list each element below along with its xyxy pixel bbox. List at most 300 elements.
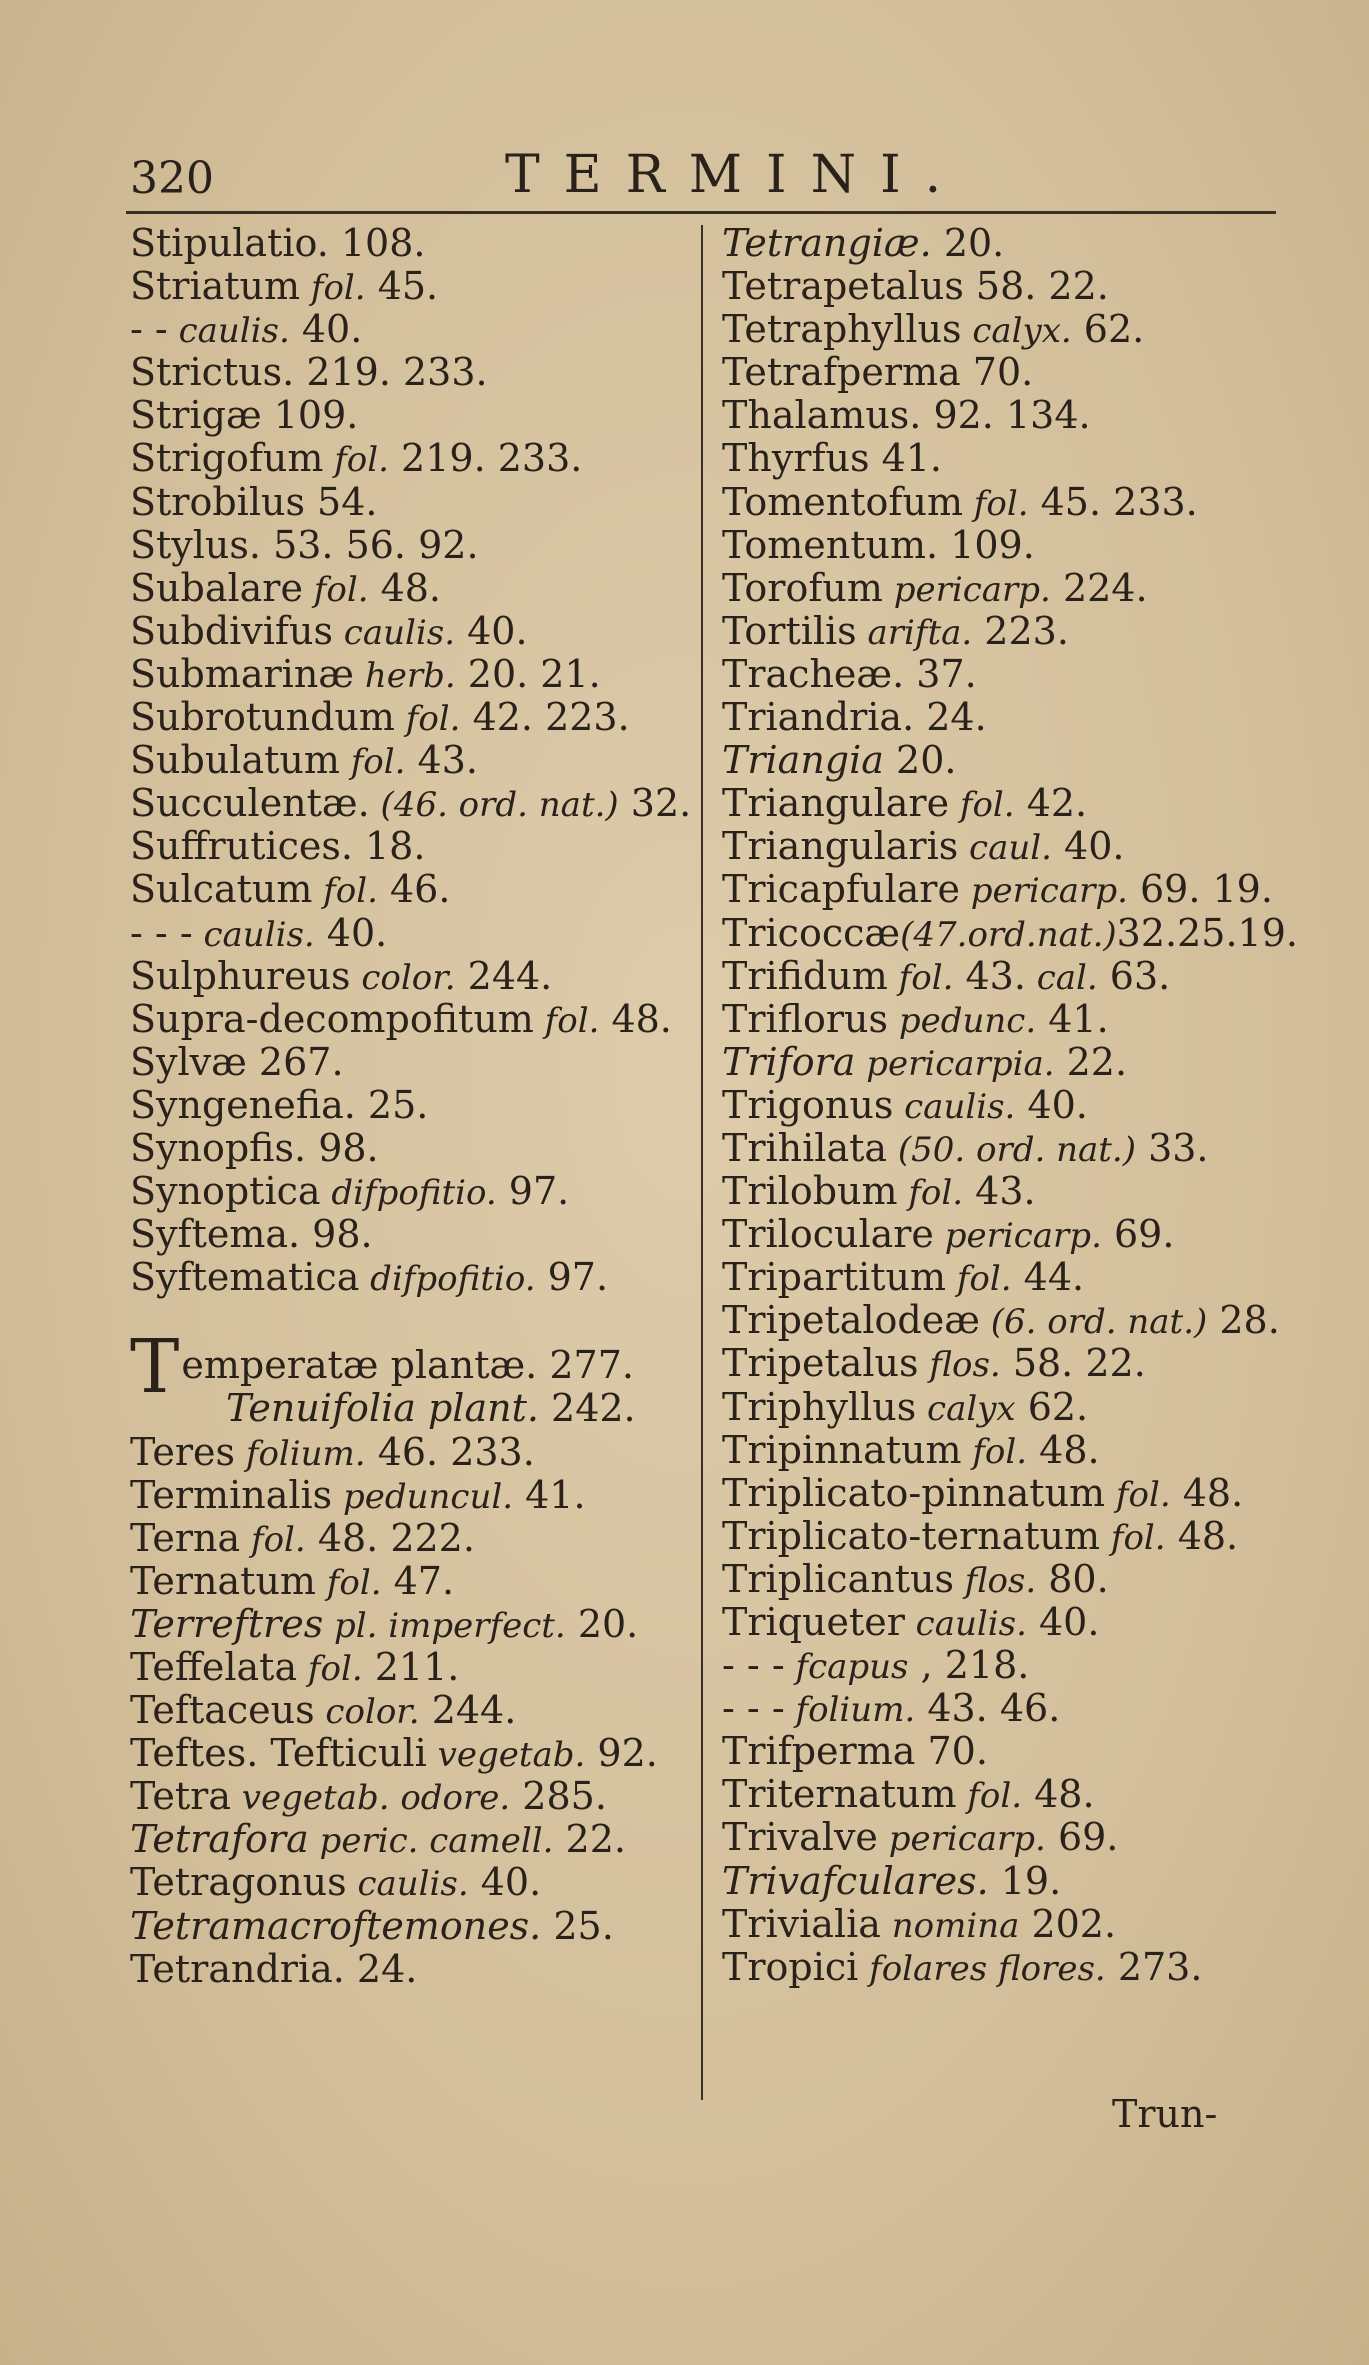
entry-term: Terminalis — [130, 1472, 333, 1517]
entry-refs: 219. 233. — [388, 436, 583, 481]
entry-term: Trihilata — [722, 1125, 888, 1170]
entry-refs: 69. — [1045, 1815, 1119, 1860]
entry-refs: 48. — [599, 996, 672, 1041]
entry-refs: 25. — [355, 1082, 429, 1127]
entry-refs: 219. 233. — [294, 350, 488, 395]
entry-refs: 40. — [314, 910, 388, 955]
entry-qualifier: folium. — [235, 1433, 366, 1474]
index-entry — [130, 1861, 695, 1904]
entry-refs: 22. — [553, 1817, 626, 1862]
entry-term: Sulcatum — [130, 867, 313, 912]
entry-qualifier: flos. — [918, 1345, 1001, 1386]
entry-refs: 92. — [585, 1731, 658, 1776]
index-entry — [130, 1560, 695, 1603]
entry-qualifier: fol. — [315, 1562, 382, 1603]
index-entry — [130, 1818, 695, 1861]
entry-qualifier: fol. — [946, 1259, 1012, 1300]
entry-term: Triflorus — [722, 996, 889, 1041]
index-entry — [130, 437, 695, 480]
entry-qualifier: peric. camell. — [308, 1821, 554, 1862]
entry-qualifier: arifta. — [856, 612, 973, 653]
entry-term: Triplicato-pinnatum — [722, 1470, 1106, 1515]
entry-refs: 273. — [1105, 1944, 1203, 1989]
entry-qualifier: (50. ord. nat.) — [887, 1129, 1136, 1170]
entry-refs: 48. — [1027, 1427, 1100, 1472]
entry-refs: 47. — [381, 1558, 455, 1603]
entry-refs: 24. — [344, 1946, 418, 1991]
entry-term: Tricoccæ — [722, 910, 901, 955]
entry-term: Tortilis — [722, 608, 857, 653]
entry-term: Triangulare — [722, 781, 950, 826]
entry-term: Triqueter — [722, 1600, 905, 1644]
entry-term: Stipulatio. — [130, 221, 329, 265]
index-entry — [130, 1474, 695, 1517]
entry-qualifier: fol. — [323, 440, 389, 481]
entry-term: Trivialia — [722, 1901, 881, 1946]
entry-refs: 242. — [538, 1386, 636, 1431]
entry-qualifier: herb. — [354, 655, 456, 696]
entry-qualifier: (46. ord. nat.) — [369, 785, 619, 826]
entry-term: Tomentum. — [722, 522, 939, 567]
index-entry — [722, 1730, 1322, 1773]
index-entry — [722, 524, 1322, 567]
entry-refs: 267. — [246, 1039, 344, 1084]
index-entry — [722, 1903, 1322, 1946]
entry-refs: 69. 19. — [1127, 867, 1273, 912]
entry-term: Synopfis. — [130, 1125, 307, 1170]
page-number: 320 — [130, 153, 214, 204]
entry-refs: 97. — [496, 1169, 570, 1214]
entry-term: Tripetalodeæ — [722, 1298, 980, 1343]
entry-refs: 32. — [618, 781, 692, 826]
index-entry — [130, 610, 695, 653]
entry-refs: 43. 46. — [915, 1686, 1061, 1731]
entry-qualifier: color. — [350, 957, 456, 998]
entry-term: Triloculare — [722, 1212, 934, 1257]
entry-qualifier: fol. — [302, 569, 369, 610]
catchword: Trun- — [1112, 2092, 1218, 2136]
entry-refs: 43. — [963, 1169, 1036, 1214]
entry-qualifier: pericarpia. — [855, 1043, 1055, 1084]
entry-refs: , 218. — [908, 1643, 1030, 1688]
right-column — [722, 222, 1322, 1989]
entry-qualifier: caulis. — [346, 1864, 469, 1905]
entry-qualifier: caulis. — [167, 311, 290, 352]
entry-refs: 37. — [904, 651, 977, 696]
entry-qualifier: difpofitio. — [359, 1259, 536, 1300]
entry-refs: 20. — [883, 738, 957, 783]
entry-refs: 109. — [261, 393, 359, 438]
entry-term: Tetrafora — [130, 1817, 309, 1862]
entry-refs: 43. — [405, 738, 478, 783]
entry-qualifier: fol. — [887, 957, 954, 998]
entry-refs: 28. — [1207, 1298, 1280, 1343]
entry-term: Sulphureus — [130, 953, 351, 998]
index-entry — [722, 1386, 1322, 1429]
entry-qualifier: color. — [314, 1692, 420, 1733]
entry-term: Tetra — [130, 1774, 231, 1819]
entry-qualifier: caulis. — [893, 1086, 1016, 1127]
entry-qualifier: caulis. — [904, 1604, 1027, 1644]
index-entry — [722, 1213, 1322, 1256]
index-entry — [130, 912, 695, 955]
entry-refs: 244. — [419, 1688, 517, 1733]
entry-refs: 32.25.19. — [1116, 910, 1298, 955]
entry-qualifier: caul. — [958, 828, 1052, 869]
entry-refs: 48. — [368, 565, 442, 610]
entry-term: Supra-decompofitum — [130, 996, 534, 1041]
entry-term: Strigofum — [130, 436, 324, 481]
entry-refs: 48. — [1170, 1470, 1244, 1515]
index-entry — [130, 998, 695, 1041]
entry-qualifier: fol. — [961, 1431, 1028, 1472]
index-entry — [722, 782, 1322, 825]
index-entry — [722, 567, 1322, 610]
entry-term: Tetragonus — [130, 1860, 347, 1905]
entry-qualifier: pericarp. — [877, 1819, 1046, 1860]
entry-refs: 70. — [915, 1729, 988, 1774]
entry-qualifier: fol. — [949, 785, 1015, 826]
entry-qualifier: pericarp. — [959, 871, 1128, 912]
entry-qualifier: vegetab. odore. — [230, 1778, 511, 1819]
entry-refs: 40. — [1026, 1600, 1100, 1644]
entry-term: Ternatum — [130, 1558, 316, 1603]
entry-refs: 40. — [1051, 824, 1125, 869]
entry-qualifier: fol. — [300, 268, 366, 309]
index-entry — [130, 1646, 695, 1689]
index-entry — [130, 825, 695, 868]
entry-term: Triternatum — [722, 1772, 957, 1817]
entry-refs: 40. — [1015, 1082, 1088, 1127]
entry-term: Tropici — [722, 1944, 859, 1989]
entry-term: Triangularis — [722, 824, 959, 869]
entry-term: Submarinæ — [130, 651, 355, 696]
entry-qualifier: caulis. — [192, 914, 315, 955]
index-entry — [130, 1431, 695, 1474]
entry-qualifier: fol. — [1100, 1517, 1166, 1558]
entry-term: Tripinnatum — [722, 1427, 962, 1472]
entry-qualifier: pericarp. — [882, 569, 1051, 610]
entry-term: Stylus. — [130, 522, 261, 567]
entry-refs: 46. — [377, 867, 451, 912]
entry-refs: 54. — [304, 479, 378, 524]
index-entry — [722, 868, 1322, 911]
entry-refs: 63. — [1097, 953, 1171, 998]
entry-refs: 40. — [289, 307, 363, 352]
entry-term: Syftematica — [130, 1255, 360, 1300]
index-entry — [722, 1299, 1322, 1342]
entry-term: Triangia — [722, 738, 884, 783]
index-entry — [722, 1515, 1322, 1558]
left-column — [130, 222, 695, 1991]
entry-term: Subalare — [130, 565, 303, 610]
index-entry — [130, 1213, 695, 1256]
entry-term: Tenuifolia plant. — [226, 1386, 539, 1431]
entry-refs: 53. 56. 92. — [260, 522, 479, 567]
entry-qualifier: folium. — [784, 1690, 916, 1731]
entry-refs: 45. 233. — [1028, 479, 1198, 524]
index-entry — [130, 1689, 695, 1732]
entry-term: Trivafculares. — [722, 1858, 989, 1903]
entry-term: emperatæ plantæ. — [181, 1343, 538, 1388]
entry-qualifier: fol. — [897, 1173, 964, 1214]
entry-refs: 108. — [328, 221, 426, 265]
entry-refs: 244. — [455, 953, 553, 998]
entry-refs: 25. — [541, 1903, 614, 1948]
entry-refs: 46. 233. — [365, 1429, 535, 1474]
entry-refs: 18. — [352, 824, 426, 869]
index-entry — [722, 1558, 1322, 1601]
index-entry — [130, 868, 695, 911]
header-rule — [126, 211, 1276, 214]
index-entry — [722, 912, 1322, 955]
index-entry — [130, 1127, 695, 1170]
entry-term: Teres — [130, 1429, 236, 1474]
index-entry — [722, 955, 1322, 998]
entry-term: Syftema. — [130, 1212, 301, 1257]
entry-term: Triplicato-ternatum — [722, 1513, 1101, 1558]
entry-refs: 48. — [1165, 1513, 1239, 1558]
entry-term: Trigonus — [722, 1082, 894, 1127]
entry-term: Thyrfus — [722, 436, 870, 481]
column-divider — [701, 225, 703, 2100]
entry-term: Tetramacroftemones. — [130, 1903, 542, 1948]
entry-term: Subrotundum — [130, 695, 395, 740]
index-entry — [130, 1170, 695, 1213]
entry-qualifier: folares flores. — [858, 1948, 1106, 1989]
entry-refs: 98. — [306, 1125, 379, 1170]
index-entry — [722, 1041, 1322, 1084]
index-entry — [722, 1127, 1322, 1170]
entry-term: Tomentofum — [722, 479, 963, 524]
entry-term: - - — [130, 307, 168, 352]
index-entry — [722, 1773, 1322, 1816]
entry-refs: 24. — [914, 695, 987, 740]
entry-refs: 41. — [869, 436, 943, 481]
entry-term: Trifidum — [722, 953, 888, 998]
running-title: TERMINI. — [505, 145, 966, 205]
entry-refs: 44. — [1011, 1255, 1085, 1300]
entry-refs: 211. — [362, 1645, 460, 1689]
page-header — [0, 145, 1369, 215]
entry-qualifier: fol. — [533, 1000, 600, 1041]
index-entry — [130, 1256, 695, 1299]
entry-refs: 58. 22. — [1000, 1341, 1146, 1386]
entry-refs: 109. — [938, 522, 1035, 567]
index-entry — [722, 1644, 1322, 1687]
entry-refs: 43. — [953, 953, 1026, 998]
index-entry — [722, 394, 1322, 437]
entry-refs: 22. — [1054, 1039, 1128, 1084]
entry-term: Tripartitum — [722, 1255, 947, 1300]
index-entry — [130, 481, 695, 524]
index-entry — [130, 782, 695, 825]
entry-refs: 42. — [1014, 781, 1088, 826]
entry-refs: 19. — [988, 1858, 1062, 1903]
entry-term: Torofum — [722, 565, 883, 610]
entry-refs: 224. — [1050, 565, 1148, 610]
index-entry — [130, 1905, 695, 1948]
index-entry — [722, 1601, 1322, 1644]
entry-qualifier: fol. — [312, 871, 378, 912]
entry-term: Teftaceus — [130, 1688, 315, 1733]
index-entry — [722, 825, 1322, 868]
entry-term: Strictus. — [130, 350, 295, 395]
entry-qualifier: vegetab. — [426, 1735, 586, 1776]
entry-refs: 80. — [1036, 1556, 1109, 1601]
entry-refs: 92. 134. — [921, 393, 1091, 438]
index-entry — [722, 696, 1322, 739]
entry-qualifier: peduncul. — [332, 1476, 514, 1517]
entry-refs: 285. — [510, 1774, 607, 1819]
entry-refs: 277. — [537, 1343, 634, 1388]
index-entry — [130, 1387, 695, 1430]
index-entry — [722, 1816, 1322, 1859]
entry-term: Tricapfulare — [722, 867, 960, 912]
entry-qualifier: flos. — [953, 1560, 1037, 1601]
entry-term: Tripetalus — [722, 1341, 919, 1386]
entry-refs: 42. 223. — [460, 695, 630, 740]
entry-qualifier: fol. — [1105, 1474, 1171, 1515]
entry-qualifier: (6. ord. nat.) — [979, 1302, 1208, 1343]
index-entry — [722, 222, 1322, 265]
entry-term: Syngenefia. — [130, 1082, 356, 1127]
entry-qualifier: pericarp. — [933, 1216, 1102, 1257]
index-entry — [722, 1084, 1322, 1127]
entry-term: Striatum — [130, 264, 301, 309]
entry-refs: 41. — [1036, 996, 1109, 1041]
entry-term: Trifora — [722, 1039, 856, 1084]
entry-refs: 41. — [513, 1472, 586, 1517]
entry-refs: 62. — [1015, 1384, 1089, 1429]
index-entry — [130, 351, 695, 394]
entry-term: Trilobum — [722, 1169, 898, 1214]
index-entry — [130, 653, 695, 696]
index-entry — [130, 524, 695, 567]
index-entry — [130, 1084, 695, 1127]
index-entry — [130, 1732, 695, 1775]
entry-term: Tetrandria. — [130, 1946, 345, 1991]
entry-term: Tetraphyllus — [722, 307, 962, 352]
entry-term: - - - — [722, 1686, 785, 1731]
entry-qualifier: fcapus — [784, 1647, 909, 1688]
index-entry — [722, 1342, 1322, 1385]
entry-qualifier: fol. — [963, 483, 1029, 524]
entry-refs: 40. — [455, 608, 528, 653]
entry-term: - - - — [130, 910, 193, 955]
entry-refs: 62. — [1071, 307, 1145, 352]
entry-qualifier: calyx. — [961, 311, 1072, 352]
index-entry — [722, 653, 1322, 696]
entry-qualifier: calyx — [916, 1388, 1016, 1429]
index-entry — [722, 351, 1322, 394]
index-entry — [722, 1687, 1322, 1730]
entry-term: Tetrangiæ. — [722, 221, 932, 265]
entry-refs: 48. — [1022, 1772, 1095, 1817]
entry-refs: 45. — [365, 264, 439, 309]
entry-term: Tetrapetalus — [722, 264, 964, 309]
index-entry — [722, 265, 1322, 308]
entry-refs: 98. — [300, 1212, 373, 1257]
index-entry — [130, 1041, 695, 1084]
index-entry — [130, 394, 695, 437]
index-entry — [130, 222, 695, 265]
entry-term: Triplicantus — [722, 1556, 954, 1601]
entry-term: Trifperma — [722, 1729, 916, 1774]
entry-term: Terreftres — [130, 1601, 324, 1646]
entry-refs: 58. 22. — [963, 264, 1109, 309]
entry-refs: 223. — [972, 608, 1069, 653]
index-entry — [130, 955, 695, 998]
entry-refs: 202. — [1019, 1901, 1117, 1946]
index-entry — [130, 739, 695, 782]
index-entry — [130, 1603, 695, 1646]
entry-qualifier: caulis. — [332, 612, 456, 653]
entry-refs: 20. 21. — [455, 651, 601, 696]
index-entry — [722, 998, 1322, 1041]
entry-term: Strobilus — [130, 479, 305, 524]
entry-refs: 20. — [931, 221, 1005, 265]
entry-term: Thalamus. — [722, 393, 922, 438]
index-entry — [130, 1948, 695, 1991]
index-entry — [722, 481, 1322, 524]
index-entry — [130, 696, 695, 739]
index-entry — [722, 308, 1322, 351]
drop-cap: T — [130, 1324, 180, 1411]
index-entry — [722, 1946, 1322, 1989]
entry-qualifier: fol. — [956, 1776, 1023, 1817]
index-entry — [130, 567, 695, 610]
index-entry — [722, 1429, 1322, 1472]
entry-term: Subdivifus — [130, 608, 333, 653]
entry-term: Terna — [130, 1515, 241, 1560]
entry-refs: 97. — [535, 1255, 609, 1300]
entry-term: Sylvæ — [130, 1039, 247, 1084]
index-entry — [130, 308, 695, 351]
entry-refs: 40. — [468, 1860, 542, 1905]
index-entry — [130, 1775, 695, 1818]
entry-refs: 20. — [565, 1601, 639, 1646]
entry-refs: 48. 222. — [305, 1515, 475, 1560]
entry-refs: 33. — [1136, 1125, 1209, 1170]
index-entry — [722, 739, 1322, 782]
entry-qualifier: pedunc. — [888, 1000, 1037, 1041]
entry-refs: 69. — [1101, 1212, 1175, 1257]
index-entry — [130, 265, 695, 308]
entry-term: Trivalve — [722, 1815, 878, 1860]
entry-qualifier: fol. — [394, 699, 461, 740]
entry-refs: 70. — [960, 350, 1034, 395]
entry-qualifier: difpofitio. — [320, 1173, 497, 1214]
entry-qualifier: fol. — [339, 742, 406, 783]
index-entry — [722, 437, 1322, 480]
entry-qualifier: pl. imperfect. — [323, 1605, 566, 1646]
entry-qualifier: nomina — [880, 1905, 1020, 1946]
entry-term: Tetrafperma — [722, 350, 961, 395]
index-entry — [130, 1517, 695, 1560]
entry-term: Triphyllus — [722, 1384, 917, 1429]
entry-qualifier: fol. — [240, 1519, 306, 1560]
entry-term: Strigæ — [130, 393, 262, 438]
index-entry — [722, 610, 1322, 653]
index-entry — [722, 1256, 1322, 1299]
entry-term: Succulentæ. — [130, 781, 370, 826]
entry-term: Synoptica — [130, 1169, 321, 1214]
index-entry — [722, 1860, 1322, 1903]
entry-term: - - - — [722, 1643, 785, 1688]
entry-term: Subulatum — [130, 738, 340, 783]
entry-qualifier: cal. — [1025, 957, 1098, 998]
